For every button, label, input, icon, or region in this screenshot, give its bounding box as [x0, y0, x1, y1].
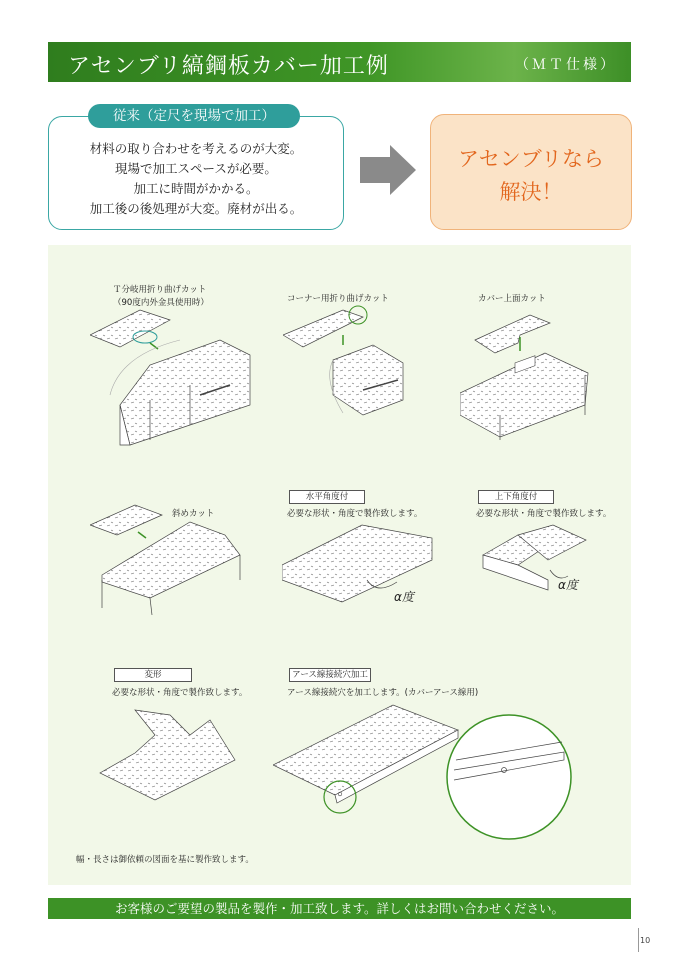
size-note: 幅・長さは御依頼の図面を基に製作致します。: [76, 855, 254, 865]
conventional-label: 従来（定尺を現場で加工）: [88, 104, 300, 128]
header-bar: [48, 42, 631, 82]
diagonal-illustration: [90, 500, 250, 620]
conventional-line: 加工後の後処理が大変。廃材が出る。: [89, 201, 303, 216]
t-branch-label: Ｔ分岐用折り曲げカット: [113, 285, 207, 295]
vertical-angle: α度: [558, 578, 578, 592]
conventional-line: 材料の取り合わせを考えるのが大変。: [89, 141, 303, 156]
footer-bar: お客様のご要望の製品を製作・加工致します。詳しくはお問い合わせください。: [48, 898, 631, 919]
earth-desc: アース線接続穴を加工します。(カバーアース線用): [287, 688, 479, 698]
horizontal-illustration: [282, 520, 442, 610]
vertical-tag: 上下角度付: [478, 490, 554, 504]
t-branch-illustration: [90, 305, 260, 455]
page-divider: [638, 928, 639, 952]
conventional-line: 加工に時間がかかる。: [133, 181, 259, 196]
diagonal-label: 斜めカット: [172, 509, 215, 519]
solution-line: 解決！: [499, 180, 563, 204]
page-number: 10: [640, 936, 651, 945]
vertical-desc: 必要な形状・角度で製作致します。: [476, 509, 612, 519]
earth-hole-detail: [444, 712, 574, 842]
deform-tag: 変形: [114, 668, 192, 682]
corner-label: コーナー用折り曲げカット: [287, 294, 389, 304]
page-title: アセンブリ縞鋼板カバー加工例: [68, 54, 389, 79]
deform-illustration: [95, 705, 240, 805]
horizontal-tag: 水平角度付: [289, 490, 365, 504]
solution-line: アセンブリなら: [458, 147, 604, 171]
horizontal-desc: 必要な形状・角度で製作致します。: [287, 509, 423, 519]
earth-illustration: [273, 700, 463, 820]
horizontal-angle: α度: [394, 590, 414, 604]
corner-illustration: [283, 305, 433, 425]
deform-desc: 必要な形状・角度で製作致します。: [112, 688, 248, 698]
cover-top-label: カバー上面カット: [478, 294, 546, 304]
cover-top-illustration: [460, 305, 590, 445]
page-subtitle: （ＭＴ仕様）: [515, 57, 617, 73]
right-arrow-icon: [360, 145, 416, 195]
conventional-line: 現場で加工スペースが必要。: [115, 161, 277, 176]
t-branch-note: （90度内外金具使用時）: [113, 298, 209, 308]
earth-tag: アース線接続穴加工: [289, 668, 371, 682]
